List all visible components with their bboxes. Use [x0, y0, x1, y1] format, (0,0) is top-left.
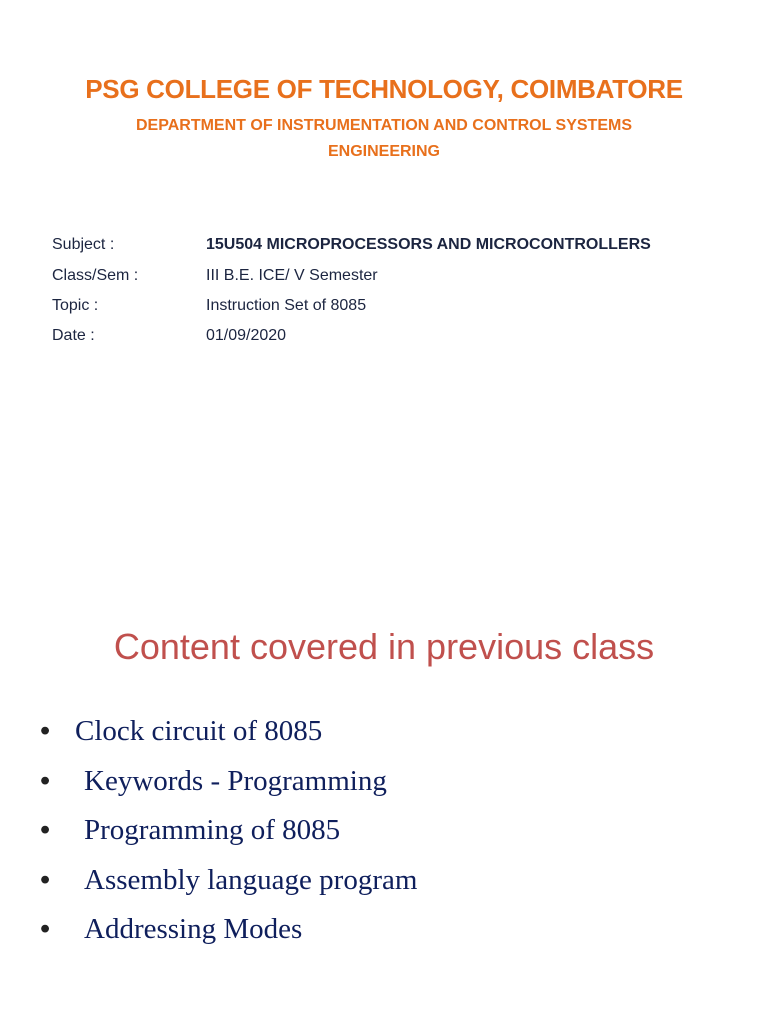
bullet-text: Programming of 8085 — [84, 814, 341, 846]
class-sem-value: III B.E. ICE/ V Semester — [206, 267, 378, 284]
slide-heading: Content covered in previous class — [113, 626, 655, 667]
bullet-icon: • — [40, 814, 51, 846]
content-slide — [0, 575, 768, 1024]
subject-label: Subject : — [52, 236, 115, 253]
bullet-icon: • — [40, 863, 51, 896]
department-name: DEPARTMENT OF INSTRUMENTATION AND CONTROL SYSTEMS ENGINEERING — [136, 117, 632, 160]
bullet-text: Clock circuit of 8085 — [75, 715, 323, 747]
bullet-icon: • — [40, 764, 51, 797]
topic-value: Instruction Set of 8085 — [206, 297, 367, 314]
class-sem-label: Class/Sem : — [52, 267, 139, 284]
bullet-icon: • — [40, 913, 51, 945]
date-label: Date : — [52, 327, 95, 344]
subject-value: 15U504 MICROPROCESSORS AND MICROCONTROLLERS — [206, 236, 651, 253]
bullet-text: Keywords - Programming — [84, 764, 387, 797]
topic-label: Topic : — [52, 297, 99, 314]
bullet-text: Addressing Modes — [84, 913, 303, 945]
college-name: PSG COLLEGE OF TECHNOLOGY, COIMBATORE — [85, 74, 683, 104]
bullet-text: Assembly language program — [84, 863, 418, 896]
date-value: 01/09/2020 — [206, 327, 287, 344]
bullet-icon: • — [40, 715, 51, 747]
